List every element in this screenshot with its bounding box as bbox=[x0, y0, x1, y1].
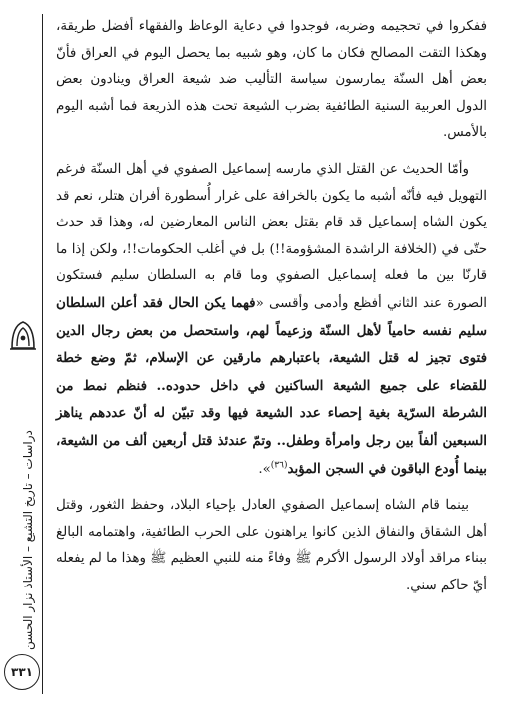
page-margin bbox=[0, 0, 40, 706]
quoted-text: فهما يكن الحال فقد أعلن السلطان سليم نفسه حامياً لأهل السنّة وزعيماً لهم، واستحصل من بعض رجال الدين فتوى تجيز له قتل الشيعة، باعتبارهم مارقين عن الإسلام، ثمّ وضع خطة للقضاء على جميع الشيعة الساكنين في داخل حدوده.. فنظم نمط من الشرطة السرّية بغية إحصاء عدد الشيعة فيها وقد تبيّن له أنّ عددهم يناهز السبعين ألفاً بين رجل وامرأة وطفل.. وتمّ عندئذ قتل أربعين ألف من الشيعة، بينما أُودع الباقون في السجن المؤبد bbox=[56, 294, 487, 477]
paragraph bbox=[56, 157, 487, 483]
paragraph: بينما قام الشاه إسماعيل الصفوي العادل بإحياء البلاد، وحفظ الثغور، وقتل أهل الشقاق والنفاق الذين كانوا يراهنون على الحرب الطائفية، واهتمامه البالغ ببناء مراقد أولاد الرسول الأكرم ﷺ وفاءً منه للنبي العظيم ﷺ وهذا ما لم يفعله أيّ حاكم سني. bbox=[56, 498, 487, 593]
margin-rule bbox=[42, 14, 43, 694]
ornament-icon bbox=[8, 318, 38, 352]
quote-end: ». bbox=[258, 461, 271, 477]
paragraph-text: وأمّا الحديث عن القتل الذي مارسه إسماعيل الصفوي في أهل السنّة فرغم التهويل فيه فأنّه أشبه ما يكون بالخرافة على غرار أُسطورة أفران هتلر، نعم قد يكون الشاه إسماعيل قد قام بقتل بعض الناس المعارضين له، وهذا قد حدث حتّى في (الخلافة الراشدة المشؤومة!!) بل في أغلب الحكومات!!، ولكن إذا ما قارنّا بين ما فعله إسماعيل الصفوي وما قام به السلطان سليم فستكون الصورة عند الثاني أفظع وأدمى وأقسى « bbox=[56, 161, 488, 311]
page-body bbox=[56, 14, 487, 609]
running-title: دراسات – تاريخ التشيع – الأستاذ نزار الحسن bbox=[21, 430, 35, 650]
footnote-ref[interactable]: (٣٦) bbox=[270, 460, 288, 471]
page-number: ٣٣١ bbox=[4, 654, 40, 690]
paragraph: ففكروا في تحجيمه وضربه، فوجدوا في دعاية الوعاظ والفقهاء أفضل طريقة، وهكذا التقت المصالح فكان ما كان، وهو شبيه بما يحصل اليوم في العراق فأنّ بعض أهل السنّة يمارسون سياسة التأليب ضد شيعة العراق وينادون بعض الدول العربية السنية الطائفية بضرب الشيعة تحت هذه الذريعة فما أشبه اليوم بالأمس. bbox=[56, 19, 487, 141]
